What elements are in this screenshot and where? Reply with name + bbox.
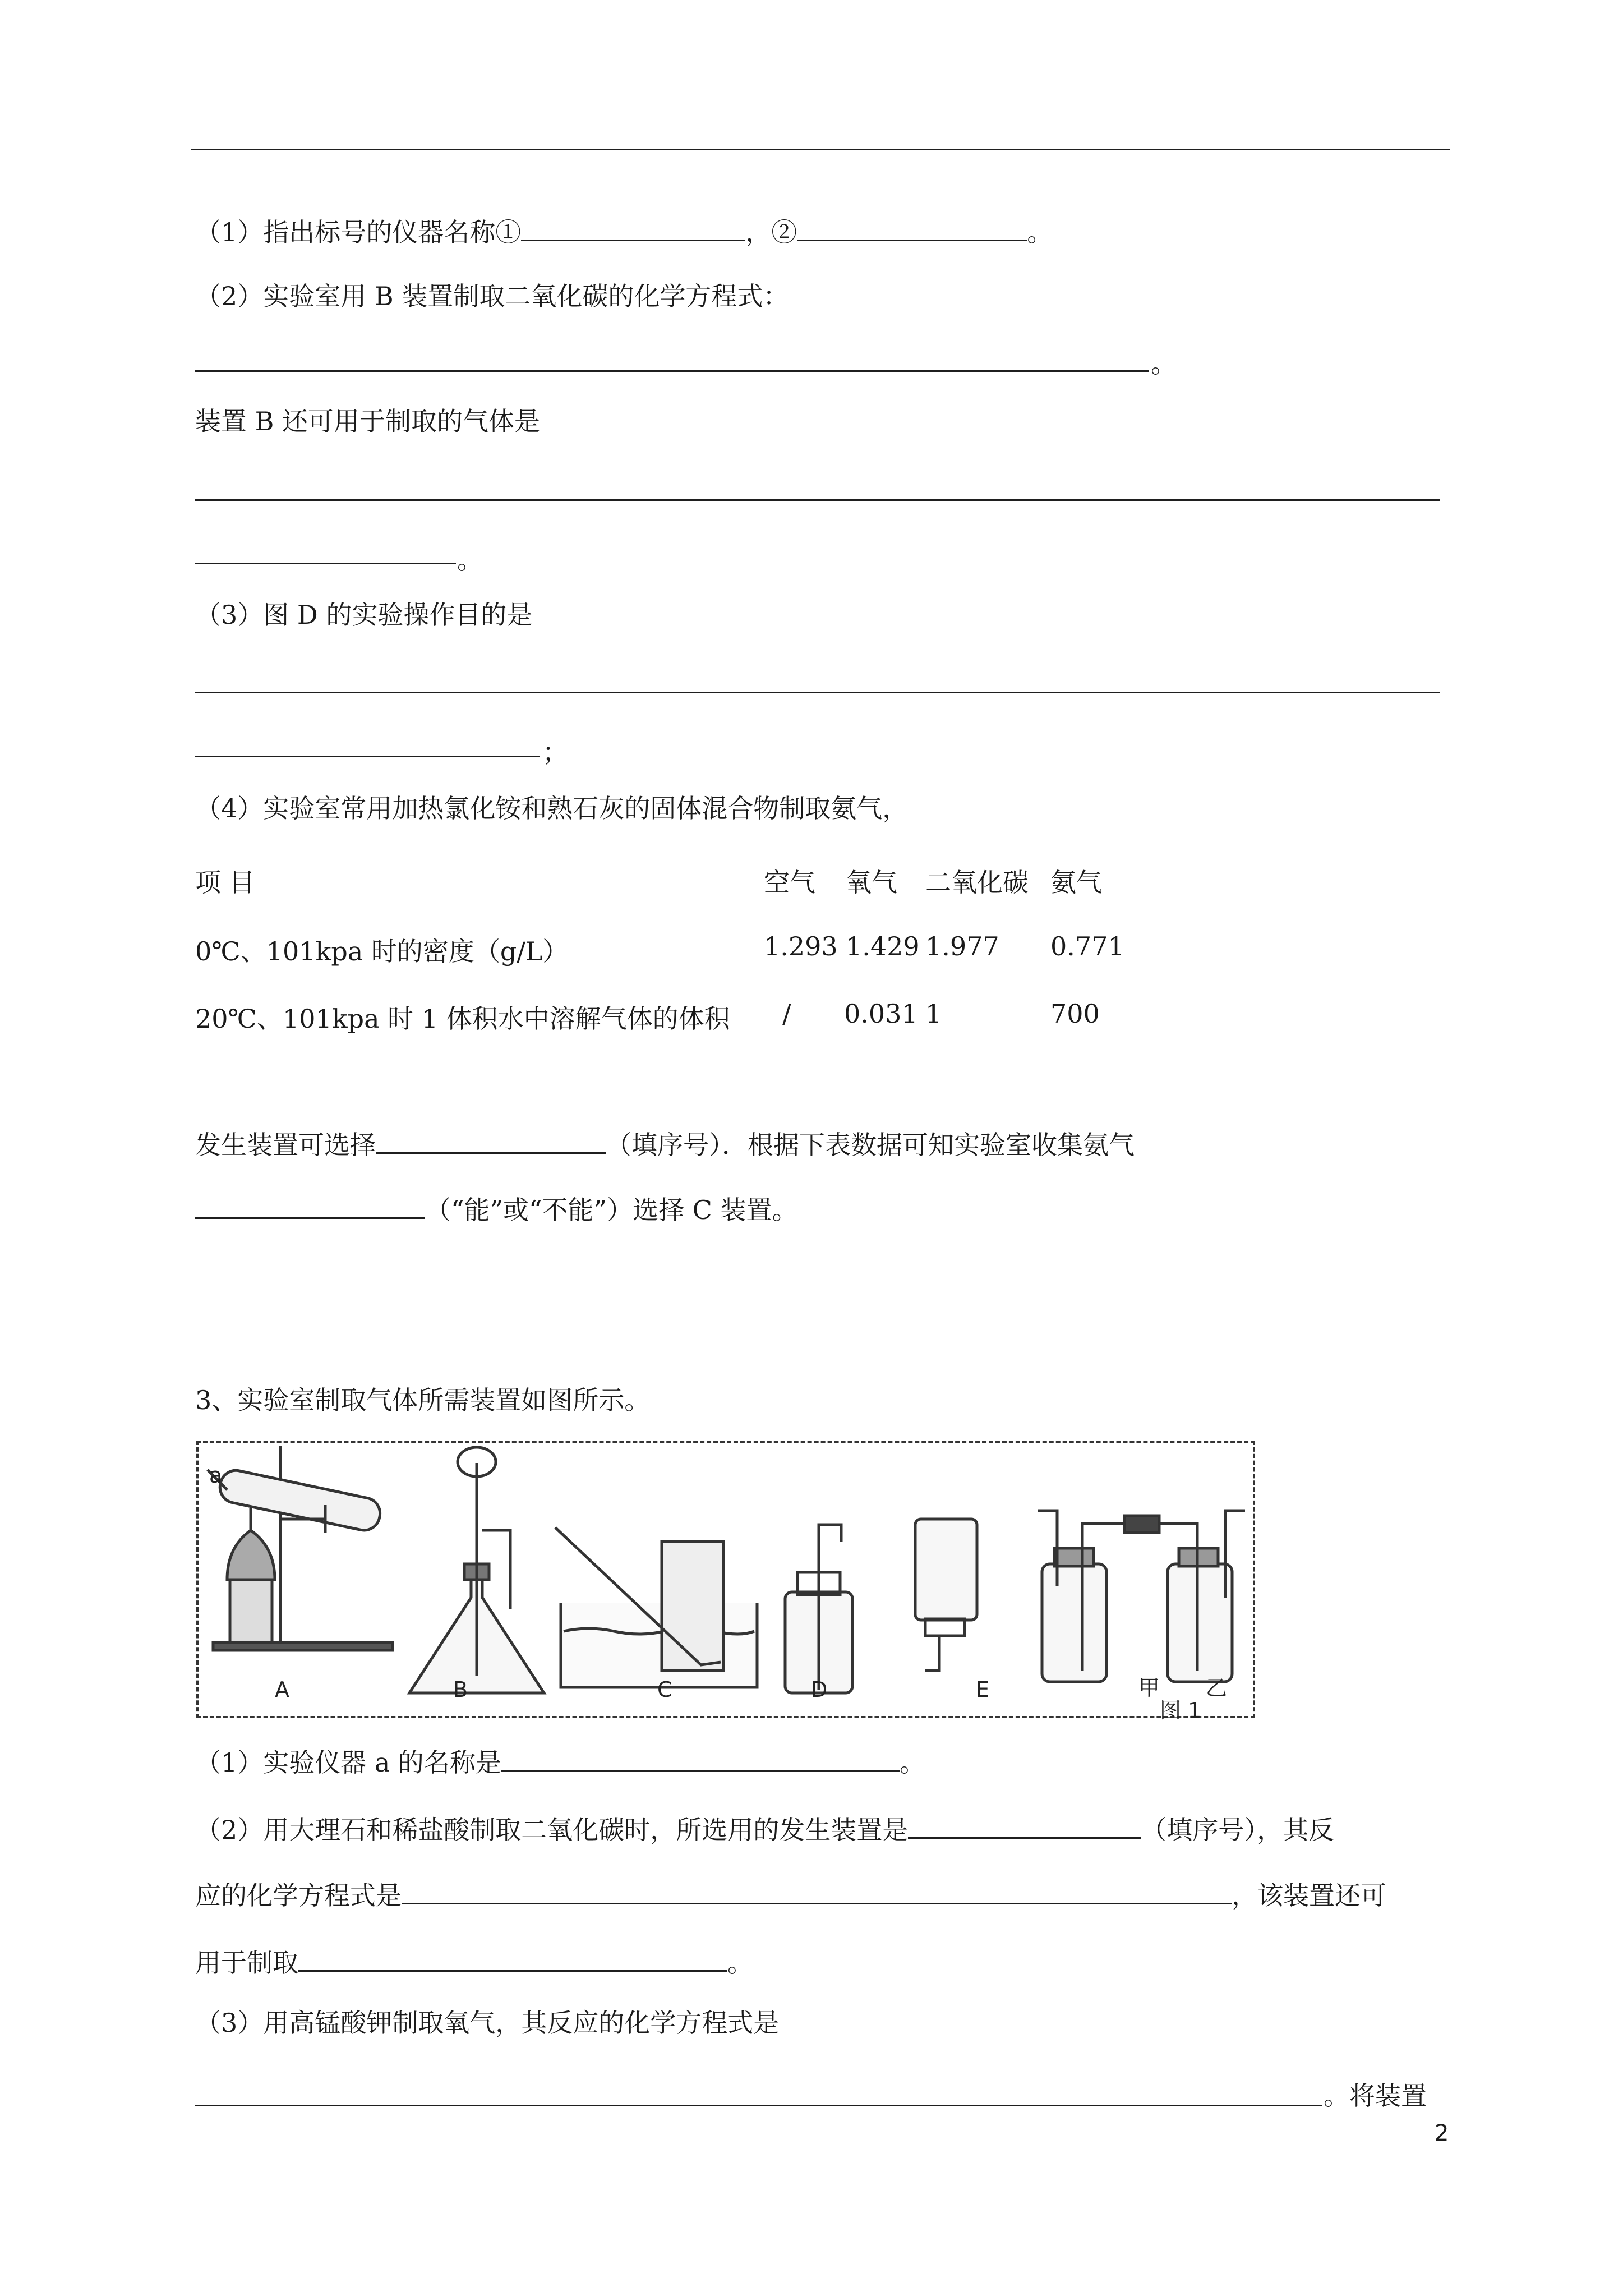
q4a-blank[interactable]: [376, 1129, 606, 1154]
header-rule: [191, 149, 1450, 150]
p2-q2-line2: [195, 1879, 1386, 1911]
q3-end: ；: [542, 737, 568, 767]
figure-caption: 图 1: [1160, 1698, 1202, 1723]
p2-q2-line3: [195, 1947, 753, 1976]
q1-blank-2[interactable]: [797, 216, 1027, 241]
apparatus-label-b: B: [453, 1677, 468, 1702]
q2b-line: [195, 408, 540, 434]
p2-q3-line: [195, 2010, 779, 2036]
q2-answer-line[interactable]: [195, 370, 1149, 372]
q2b-text: 装置 B 还可用于制取的气体是: [195, 406, 541, 436]
q3-answer-line-2[interactable]: [195, 756, 540, 757]
p2-q1-blank[interactable]: [501, 1746, 900, 1772]
table-row-solubility-label: 20℃、101kpa 时 1 体积水中溶解气体的体积: [195, 1004, 730, 1034]
p2-q3-answer-line[interactable]: [195, 2105, 1322, 2106]
q4b-blank[interactable]: [195, 1194, 425, 1219]
p2-q2-line3-end: 。: [727, 1948, 753, 1978]
apparatus-label-a: A: [275, 1677, 289, 1702]
table-row-density-oxygen: 1.429: [846, 931, 920, 961]
q2b-end: 。: [457, 545, 483, 575]
q2b-answer-line-2[interactable]: [195, 563, 456, 564]
q1-blank-1[interactable]: [521, 216, 745, 241]
p2-q3-text: （3）用高锰酸钾制取氧气，其反应的化学方程式是: [195, 2008, 780, 2038]
p2-q2-suffix: （填序号），其反: [1141, 1815, 1335, 1845]
q2-text: （2）实验室用 B 装置制取二氧化碳的化学方程式：: [195, 281, 789, 311]
apparatus-d: [785, 1525, 852, 1693]
q4-text: （4）实验室常用加热氯化铵和熟石灰的固体混合物制取氨气，: [195, 793, 909, 823]
table-row-density-ammonia: 0.771: [1050, 931, 1124, 961]
part2-title: [195, 1387, 650, 1413]
q3-line: [195, 602, 532, 628]
q4-line: [195, 795, 908, 821]
q1-mid: ，②: [745, 217, 797, 247]
q1-line: [195, 216, 1053, 245]
table-row-solubility-co2: 1: [925, 999, 942, 1029]
table-header-ammonia: 氨气: [1050, 867, 1102, 898]
part2-title-text: 3、实验室制取气体所需装置如图所示。: [195, 1385, 651, 1415]
p2-q2-gas-blank[interactable]: [298, 1947, 727, 1972]
q4b-line: [195, 1194, 798, 1223]
apparatus-figure: [196, 1441, 1255, 1718]
table-row-solubility-oxygen: 0.031: [844, 999, 918, 1029]
q4a-suffix: （填序号）．根据下表数据可知实验室收集氨气: [606, 1130, 1135, 1160]
q3-answer-line[interactable]: [195, 692, 1440, 693]
q4b-suffix: （“能”或“不能”）选择 C 装置。: [425, 1195, 798, 1225]
q2b-answer-line[interactable]: [195, 499, 1440, 501]
p2-q2-equation-blank[interactable]: [402, 1879, 1232, 1904]
p2-q2-line: [195, 1814, 1334, 1843]
apparatus-label-e: E: [976, 1677, 990, 1702]
table-header-oxygen: 氧气: [846, 867, 897, 898]
apparatus-label-jia: 甲: [1138, 1676, 1160, 1700]
apparatus-a: [208, 1446, 393, 1650]
q1-end: 。: [1027, 217, 1053, 247]
apparatus-jia-yi: [1038, 1511, 1245, 1682]
table-row-density-label: 0℃、101kpa 时的密度（g/L）: [195, 936, 569, 967]
p2-q1-line: [195, 1746, 925, 1778]
apparatus-b: [409, 1447, 544, 1693]
apparatus-label-d: D: [811, 1677, 828, 1702]
apparatus-label-c: C: [657, 1677, 672, 1702]
table-row-density-air: 1.293: [764, 931, 838, 961]
apparatus-c: [555, 1527, 757, 1687]
p2-q1-prefix: （1）实验仪器 a 的名称是: [195, 1747, 501, 1778]
p2-q2-line3-prefix: 用于制取: [195, 1948, 298, 1978]
p2-q2-line2-prefix: 应的化学方程式是: [195, 1880, 402, 1911]
page-number: 2: [1435, 2120, 1449, 2146]
table-header-co2: 二氧化碳: [925, 867, 1029, 898]
q1-prefix: （1）指出标号的仪器名称①: [195, 217, 522, 247]
apparatus-e: [915, 1519, 977, 1671]
q2-line: [195, 283, 789, 309]
table-header-air: 空气: [764, 867, 815, 898]
q4a-line: [195, 1129, 1135, 1158]
table-row-solubility-air: /: [782, 999, 791, 1029]
apparatus-label-yi: 乙: [1206, 1676, 1228, 1700]
table-row-solubility-ammonia: 700: [1050, 999, 1100, 1029]
p2-q1-end: 。: [899, 1747, 925, 1778]
table-header-label: 项 目: [195, 867, 255, 898]
p2-q2-line2-suffix: ，该装置还可: [1232, 1880, 1386, 1911]
q2-end: 。: [1151, 348, 1177, 379]
p2-q2-blank[interactable]: [908, 1814, 1141, 1839]
p2-q3-end: 。将装置: [1324, 2081, 1427, 2111]
q4a-prefix: 发生装置可选择: [195, 1130, 376, 1160]
p2-q2-prefix: （2）用大理石和稀盐酸制取二氧化碳时，所选用的发生装置是: [195, 1815, 909, 1845]
q3-text: （3）图 D 的实验操作目的是: [195, 600, 533, 630]
apparatus-mark-a: a: [209, 1463, 223, 1488]
table-row-density-co2: 1.977: [925, 931, 999, 961]
